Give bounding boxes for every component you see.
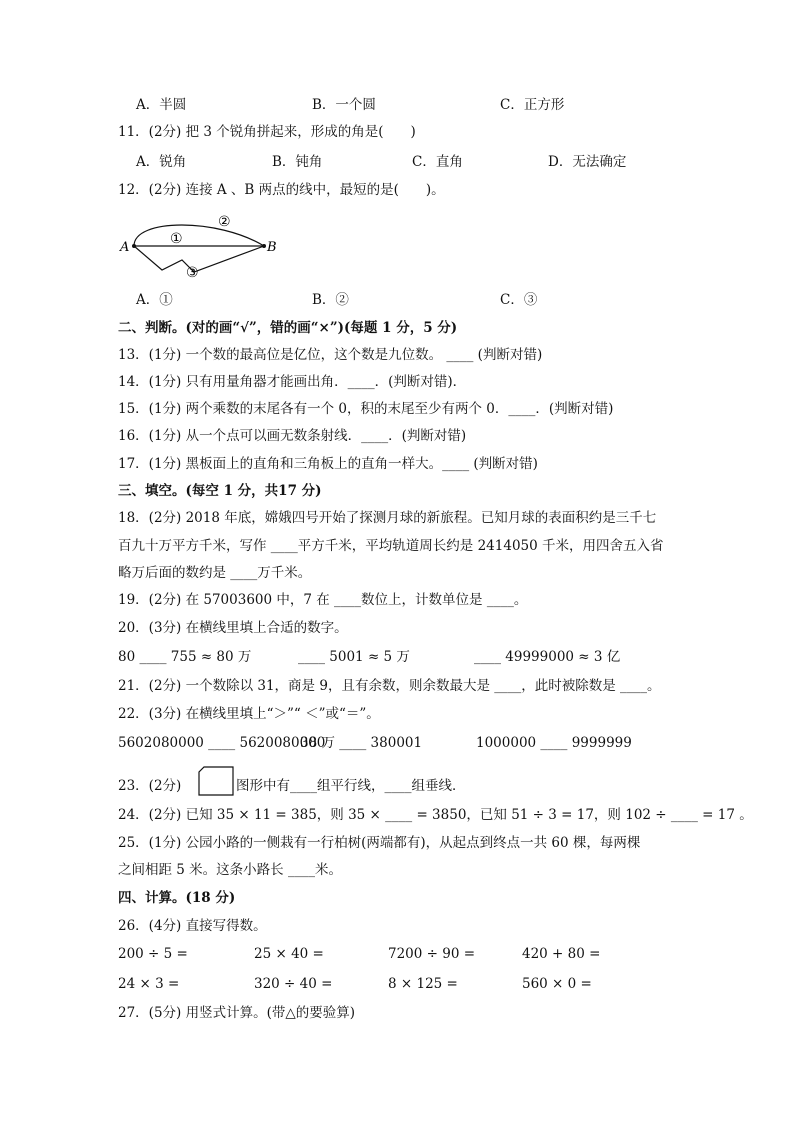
section2-heading: 二、判断。(对的画“√”，错的画“×”)(每题 1 分，5 分): [118, 320, 458, 336]
q26-calc-1: 200 ÷ 5 =: [118, 946, 188, 962]
q26-calc-8: 560 × 0 =: [522, 976, 592, 992]
q26-calc-4: 420 + 80 =: [522, 946, 601, 962]
q25-line2: 之间相距 5 米。这条小路长 ____米。: [118, 862, 342, 878]
q20-item-b: ____ 5001 ≈ 5 万: [298, 649, 410, 665]
trapezoid-shape-icon: [198, 766, 234, 796]
section4-heading: 四、计算。(18 分): [118, 890, 236, 906]
q11-option-b: B．钝角: [272, 154, 323, 170]
q26-calc-6: 320 ÷ 40 =: [254, 976, 333, 992]
q12-label-a: A: [120, 240, 130, 255]
q11-option-d: D．无法确定: [548, 154, 627, 170]
q12-label-1: ①: [170, 231, 183, 247]
q18-line2: 百九十万平方千米，写作 ____平方千米，平均轨道周长约是 2414050 千米，用四舍五入省: [118, 538, 664, 554]
q20-text: 20．(3分) 在横线里填上合适的数字。: [118, 620, 348, 636]
q23-prefix: 23．(2分): [118, 778, 182, 794]
q15-text: 15．(1分) 两个乘数的末尾各有一个 0，积的末尾至少有两个 0．____．(判断对错): [118, 401, 614, 417]
q12-polyline-3: [134, 246, 264, 272]
q24-text: 24．(2分) 已知 35 × 11 = 385，则 35 × ____ = 3850，已知 51 ÷ 3 = 17，则 102 ÷ ____ = 17 。: [118, 807, 753, 823]
q10-option-b: B．一个圆: [312, 97, 376, 113]
q18-line1: 18．(2分) 2018 年底，嫦娥四号开始了探测月球的新旅程。已知月球的表面积约是三千七: [118, 510, 657, 526]
q19-text: 19．(2分) 在 57003600 中，7 在 ____数位上，计数单位是 ____。: [118, 592, 528, 608]
q27-text: 27．(5分) 用竖式计算。(带△的要验算): [118, 1005, 356, 1021]
q20-item-a: 80 ____ 755 ≈ 80 万: [118, 649, 252, 665]
q23-text: 图形中有____组平行线，____组垂线．: [236, 778, 466, 794]
q22-item-a: 5602080000 ____ 5620080000: [118, 735, 326, 751]
q16-text: 16．(1分) 从一个点可以画无数条射线．____．(判断对错): [118, 428, 467, 444]
q22-text: 22．(3分) 在横线里填上“＞”“ ＜”或“＝”。: [118, 706, 380, 722]
q12-label-2: ②: [218, 214, 231, 230]
q12-option-a: A．①: [136, 292, 173, 308]
q25-line1: 25．(1分) 公园小路的一侧栽有一行柏树(两端都有)，从起点到终点一共 60 棵，每两棵: [118, 835, 641, 851]
q22-item-b: 38 万 ____ 380001: [300, 735, 423, 751]
q26-text: 26．(4分) 直接写得数。: [118, 918, 267, 934]
q26-calc-7: 8 × 125 =: [388, 976, 458, 992]
q12-text: 12．(2分) 连接 A 、B 两点的线中，最短的是( )。: [118, 182, 445, 198]
q11-text: 11．(2分) 把 3 个锐角拼起来，形成的角是( ): [118, 124, 416, 140]
q14-text: 14．(1分) 只有用量角器才能画出角．____．(判断对错)．: [118, 374, 467, 390]
q12-line-figure: [118, 208, 288, 280]
q11-option-c: C．直角: [412, 154, 463, 170]
q10-option-c: C．正方形: [500, 97, 565, 113]
q12-curve-2: [134, 225, 264, 246]
q22-item-c: 1000000 ____ 9999999: [476, 735, 632, 751]
q26-calc-2: 25 × 40 =: [254, 946, 324, 962]
q26-calc-5: 24 × 3 =: [118, 976, 180, 992]
q18-line3: 略万后面的数约是 ____万千米。: [118, 565, 312, 581]
q11-option-a: A．锐角: [136, 154, 187, 170]
q12-option-c: C．③: [500, 292, 538, 308]
q12-point-b: [262, 244, 266, 248]
q26-calc-3: 7200 ÷ 90 =: [388, 946, 476, 962]
q12-label-3: ③: [186, 265, 199, 280]
q21-text: 21．(2分) 一个数除以 31，商是 9，且有余数，则余数最大是 ____，此时被除数是 ____。: [118, 678, 661, 694]
q13-text: 13．(1分) 一个数的最高位是亿位，这个数是九位数。 ____ (判断对错): [118, 347, 543, 363]
q17-text: 17．(1分) 黑板面上的直角和三角板上的直角一样大。____ (判断对错): [118, 456, 538, 472]
q12-point-a: [132, 244, 136, 248]
q20-item-c: ____ 49999000 ≈ 3 亿: [474, 649, 621, 665]
q10-option-a: A．半圆: [136, 97, 187, 113]
section3-heading: 三、填空。(每空 1 分，共17 分): [118, 483, 322, 499]
q12-option-b: B．②: [312, 292, 349, 308]
q12-label-b: B: [267, 240, 277, 255]
